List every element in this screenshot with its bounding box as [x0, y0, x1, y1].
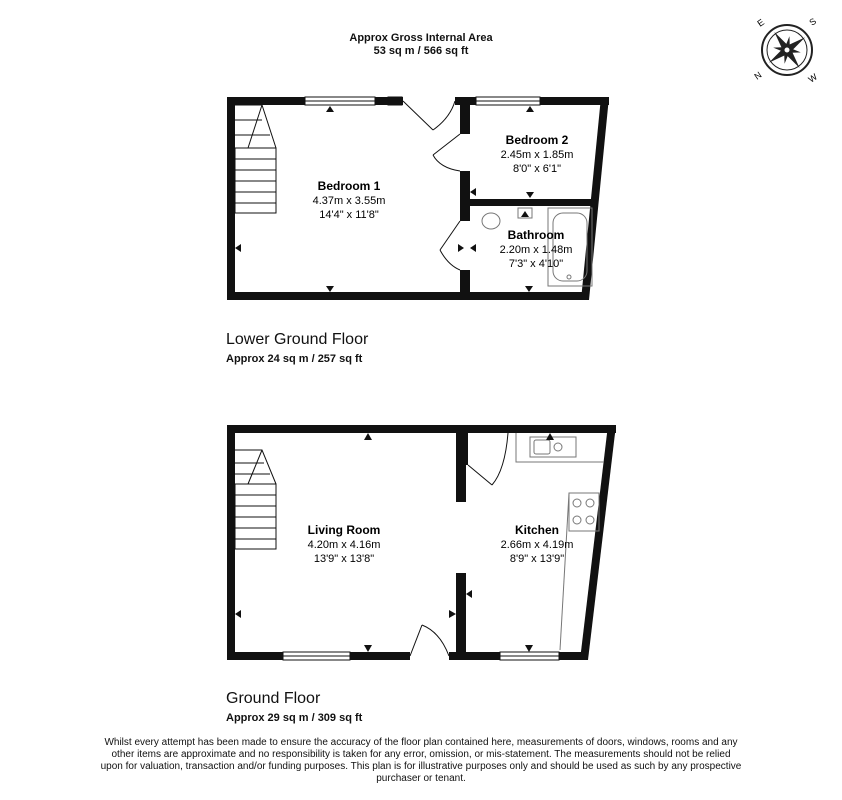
compass-label-e: E — [755, 16, 767, 29]
room-metric-bedroom-1: 4.37m x 3.55m — [312, 195, 386, 207]
compass-rose-icon — [752, 16, 819, 85]
lower-floor-name: Lower Ground Floor — [226, 331, 369, 348]
gross-area-value: 53 sq m / 566 sq ft — [373, 45, 469, 57]
lower-ground-floor-plan — [227, 97, 609, 300]
room-metric-kitchen: 2.66m x 4.19m — [500, 539, 574, 551]
ground-windows — [283, 652, 559, 660]
room-imperial-kitchen: 8'9" x 13'9" — [509, 553, 565, 565]
room-name-bedroom-1: Bedroom 1 — [317, 179, 381, 193]
ground-floor-name: Ground Floor — [226, 690, 321, 707]
ground-floor-plan — [227, 425, 616, 660]
room-metric-living-room: 4.20m x 4.16m — [307, 539, 381, 551]
room-name-living-room: Living Room — [307, 523, 381, 537]
room-imperial-bathroom: 7'3" x 4'10" — [508, 258, 564, 270]
lower-doors — [388, 97, 460, 270]
compass-label-w: W — [806, 71, 820, 85]
room-metric-bedroom-2: 2.45m x 1.85m — [500, 149, 574, 161]
room-name-bedroom-2: Bedroom 2 — [505, 133, 569, 147]
lower-windows — [305, 97, 540, 105]
room-imperial-bedroom-1: 14'4" x 11'8" — [319, 209, 379, 221]
gross-area-title: Approx Gross Internal Area — [349, 32, 493, 44]
ground-staircase — [235, 450, 276, 549]
disclaimer-text: Whilst every attempt has been made to ensure the accuracy of the floor plan contained here, measurements of doors, windows, rooms and any other items are approximate and no responsibility is taken for any error, omission, or mis-statement. The measurements should not be relied upon for valuation, transaction and/or funding purposes. This plan is for illustrative purposes only and should be used as such by any prospective purchaser or tenant. — [100, 737, 742, 784]
ground-floor-area: Approx 29 sq m / 309 sq ft — [226, 712, 363, 724]
room-name-bathroom: Bathroom — [507, 228, 565, 242]
room-metric-bathroom: 2.20m x 1.48m — [499, 244, 573, 256]
room-name-kitchen: Kitchen — [514, 523, 560, 537]
compass-label-s: S — [807, 15, 819, 28]
lower-staircase — [235, 105, 276, 213]
room-imperial-bedroom-2: 8'0" x 6'1" — [512, 163, 562, 175]
room-imperial-living-room: 13'9" x 13'8" — [313, 553, 375, 565]
lower-floor-area: Approx 24 sq m / 257 sq ft — [226, 353, 363, 365]
compass-label-n: N — [752, 69, 764, 82]
